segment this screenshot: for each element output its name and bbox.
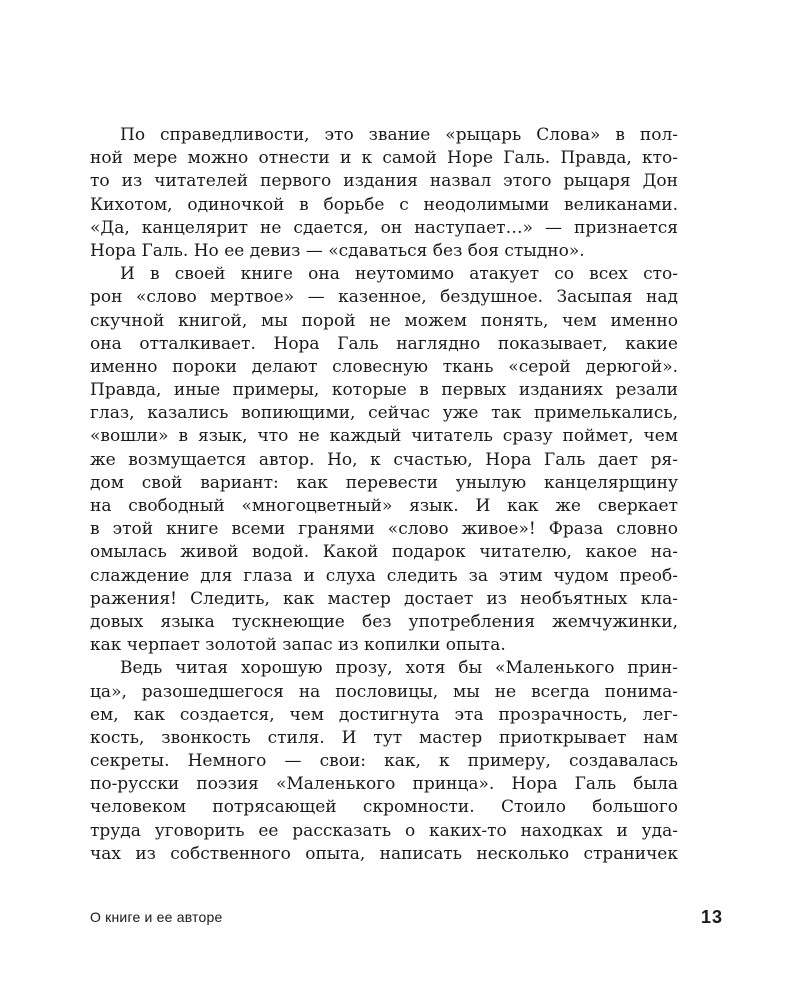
text-line: И в своей книге она неутомимо атакует со всех сто-: [120, 264, 678, 285]
text-line: скучной книгой, мы порой не можем понять, чем именно: [90, 310, 678, 331]
text-line: человеком потрясающей скромности. Стоило большого: [90, 797, 678, 818]
text-line: она отталкивает. Нора Галь наглядно показывает, какие: [90, 333, 678, 354]
text-line: Правда, иные примеры, которые в первых изданиях резали: [90, 380, 678, 401]
text-line: «Да, канцелярит не сдается, он наступает…» — признается: [90, 217, 678, 238]
text-line: то из читателей первого издания назвал этого рыцаря Дон: [90, 171, 678, 192]
text-line: дом свой вариант: как перевести унылую канцелярщину: [90, 472, 678, 493]
text-line: глаз, казались вопиющими, сейчас уже так примелькались,: [90, 403, 678, 424]
page-number: 13: [700, 907, 723, 927]
text-line: на свободный «многоцветный» язык. И как же сверкает: [90, 496, 678, 516]
text-line: чах из собственного опыта, написать несколько страничек: [90, 843, 678, 864]
text-line: ца», разошедшегося на пословицы, мы не всегда понима-: [90, 681, 678, 702]
text-line: именно пороки делают словесную ткань «серой дерюгой».: [90, 356, 678, 377]
page-footer: [90, 907, 723, 931]
text-line: По справедливости, это звание «рыцарь Слова» в пол-: [120, 125, 678, 145]
text-line: секреты. Немного — свои: как, к примеру, создавалась: [90, 751, 678, 772]
text-line: омылась живой водой. Какой подарок читателю, какое на-: [90, 542, 678, 563]
running-footer-title: О книге и ее авторе: [90, 909, 223, 925]
text-line: рон «слово мертвое» — казенное, бездушное. Засыпая над: [90, 287, 678, 308]
text-line: труда уговорить ее рассказать о каких-то находках и уда-: [90, 820, 678, 841]
text-line: в этой книге всеми гранями «слово живое»! Фраза словно: [90, 519, 678, 540]
text-line: по-русски поэзия «Маленького принца». Нора Галь была: [90, 774, 678, 795]
text-line: ем, как создается, чем достигнута эта прозрачность, лег-: [90, 704, 678, 725]
body-text: [90, 124, 678, 866]
text-line: довых языка тускнеющие без употребления жемчужинки,: [90, 611, 678, 632]
text-line: слаждение для глаза и слуха следить за этим чудом преоб-: [90, 565, 678, 586]
text-line: ражения! Следить, как мастер достает из необъятных кла-: [90, 588, 678, 609]
text-line: кость, звонкость стиля. И тут мастер приоткрывает нам: [90, 727, 678, 748]
text-line: «вошли» в язык, что не каждый читатель сразу поймет, чем: [90, 426, 678, 447]
text-line: Кихотом, одиночкой в борьбе с неодолимыми великанами.: [90, 194, 678, 215]
text-line: ной мере можно отнести и к самой Норе Галь. Правда, кто-: [90, 148, 678, 169]
text-line: Нора Галь. Но ее девиз — «сдаваться без боя стыдно».: [90, 240, 585, 261]
text-line: же возмущается автор. Но, к счастью, Нора Галь дает ря-: [90, 449, 678, 470]
text-line: Ведь читая хорошую прозу, хотя бы «Маленького прин-: [120, 658, 678, 679]
text-line: как черпает золотой запас из копилки опыта.: [90, 635, 506, 656]
